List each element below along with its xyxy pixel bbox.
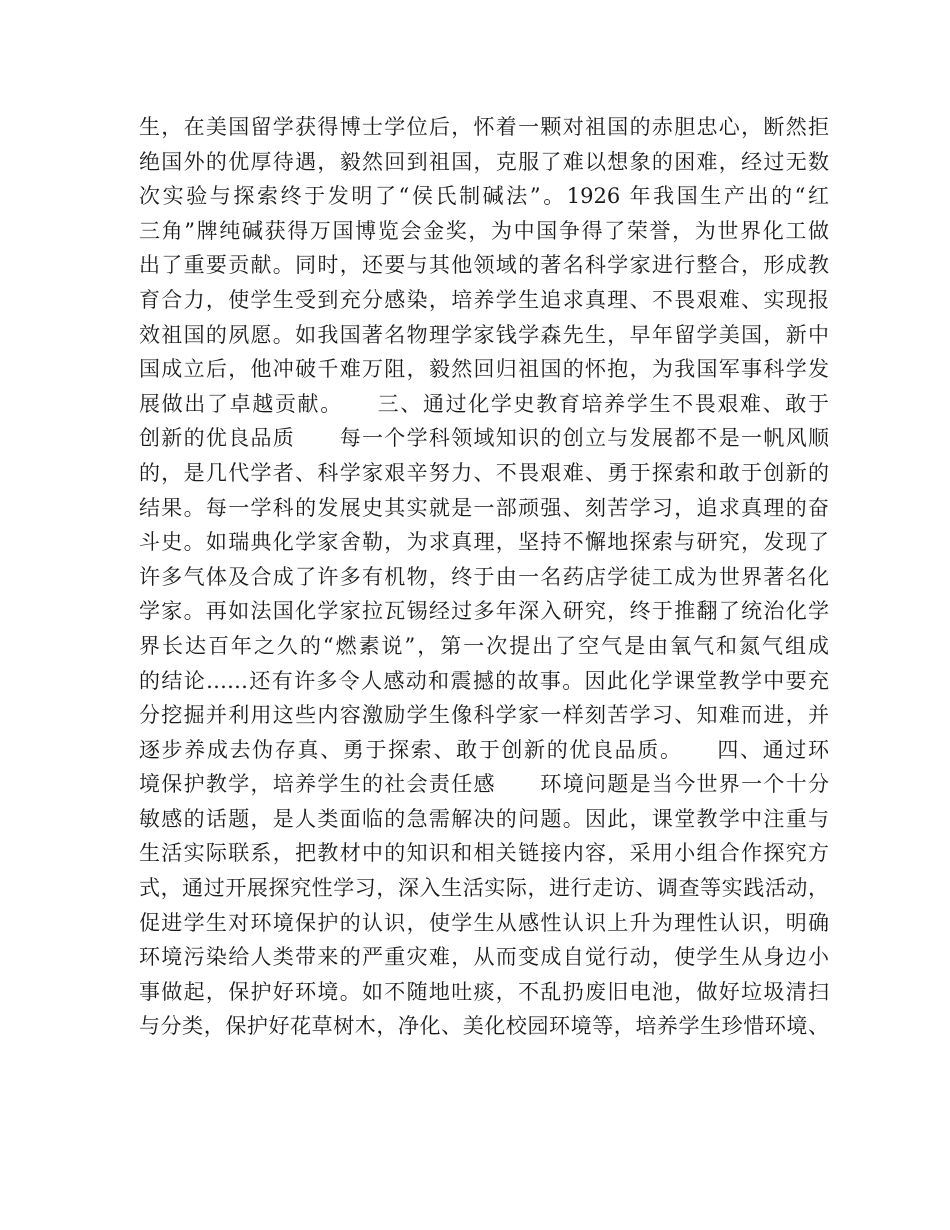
text-line: 敏感的话题，是人类面临的急需解决的问题。因此，课堂教学中注重与 xyxy=(139,806,829,831)
text-line: 次实验与探索终于发明了“侯氏制碱法”。1926 年我国生产出的“红 xyxy=(139,184,829,209)
text-line: 绝国外的优厚待遇，毅然回到祖国，克服了难以想象的困难，经过无数 xyxy=(139,149,829,174)
text-line: 许多气体及合成了许多有机物，终于由一名药店学徒工成为世界著名化 xyxy=(139,564,829,589)
text-line: 出了重要贡献。同时，还要与其他领域的著名科学家进行整合，形成教 xyxy=(139,253,829,278)
text-line: 与分类，保护好花草树木，净化、美化校园环境等，培养学生珍惜环境、 xyxy=(139,1014,829,1039)
text-line: 界长达百年之久的“燃素说”，第一次提出了空气是由氧气和氮气组成 xyxy=(139,633,829,658)
text-line: 式，通过开展探究性学习，深入生活实际，进行走访、调查等实践活动， xyxy=(139,876,829,901)
text-line: 展做出了卓越贡献。 三、通过化学史教育培养学生不畏艰难、敢于 xyxy=(139,391,829,416)
text-line: 分挖掘并利用这些内容激励学生像科学家一样刻苦学习、知难而进，并 xyxy=(139,703,829,728)
text-line: 生，在美国留学获得博士学位后，怀着一颗对祖国的赤胆忠心，断然拒 xyxy=(139,115,829,139)
text-line: 创新的优良品质 每一个学科领域知识的创立与发展都不是一帆风顺 xyxy=(139,426,829,451)
text-line: 的结论……还有许多令人感动和震撼的故事。因此化学课堂教学中要充 xyxy=(139,668,829,693)
text-line: 环境污染给人类带来的严重灾难，从而变成自觉行动，使学生从身边小 xyxy=(139,945,829,970)
text-line: 的，是几代学者、科学家艰辛努力、不畏艰难、勇于探索和敢于创新的 xyxy=(139,460,829,485)
text-line: 事做起，保护好环境。如不随地吐痰，不乱扔废旧电池，做好垃圾清扫 xyxy=(139,979,829,1004)
body-text xyxy=(139,110,829,1044)
text-line: 境保护教学，培养学生的社会责任感 环境问题是当今世界一个十分 xyxy=(139,772,829,797)
text-line: 效祖国的夙愿。如我国著名物理学家钱学森先生，早年留学美国，新中 xyxy=(139,322,829,347)
text-line: 斗史。如瑞典化学家舍勒，为求真理，坚持不懈地探索与研究，发现了 xyxy=(139,530,829,555)
text-line: 促进学生对环境保护的认识，使学生从感性认识上升为理性认识，明确 xyxy=(139,910,829,935)
text-line: 国成立后，他冲破千难万阻，毅然回归祖国的怀抱，为我国军事科学发 xyxy=(139,357,829,382)
text-line: 三角”牌纯碱获得万国博览会金奖，为中国争得了荣誉，为世界化工做 xyxy=(139,218,829,243)
text-line: 学家。再如法国化学家拉瓦锡经过多年深入研究，终于推翻了统治化学 xyxy=(139,599,829,624)
text-line: 生活实际联系，把教材中的知识和相关链接内容，采用小组合作探究方 xyxy=(139,841,829,866)
text-line: 逐步养成去伪存真、勇于探索、敢于创新的优良品质。 四、通过环 xyxy=(139,737,829,762)
text-line: 结果。每一学科的发展史其实就是一部顽强、刻苦学习，追求真理的奋 xyxy=(139,495,829,520)
text-line: 育合力，使学生受到充分感染，培养学生追求真理、不畏艰难、实现报 xyxy=(139,287,829,312)
